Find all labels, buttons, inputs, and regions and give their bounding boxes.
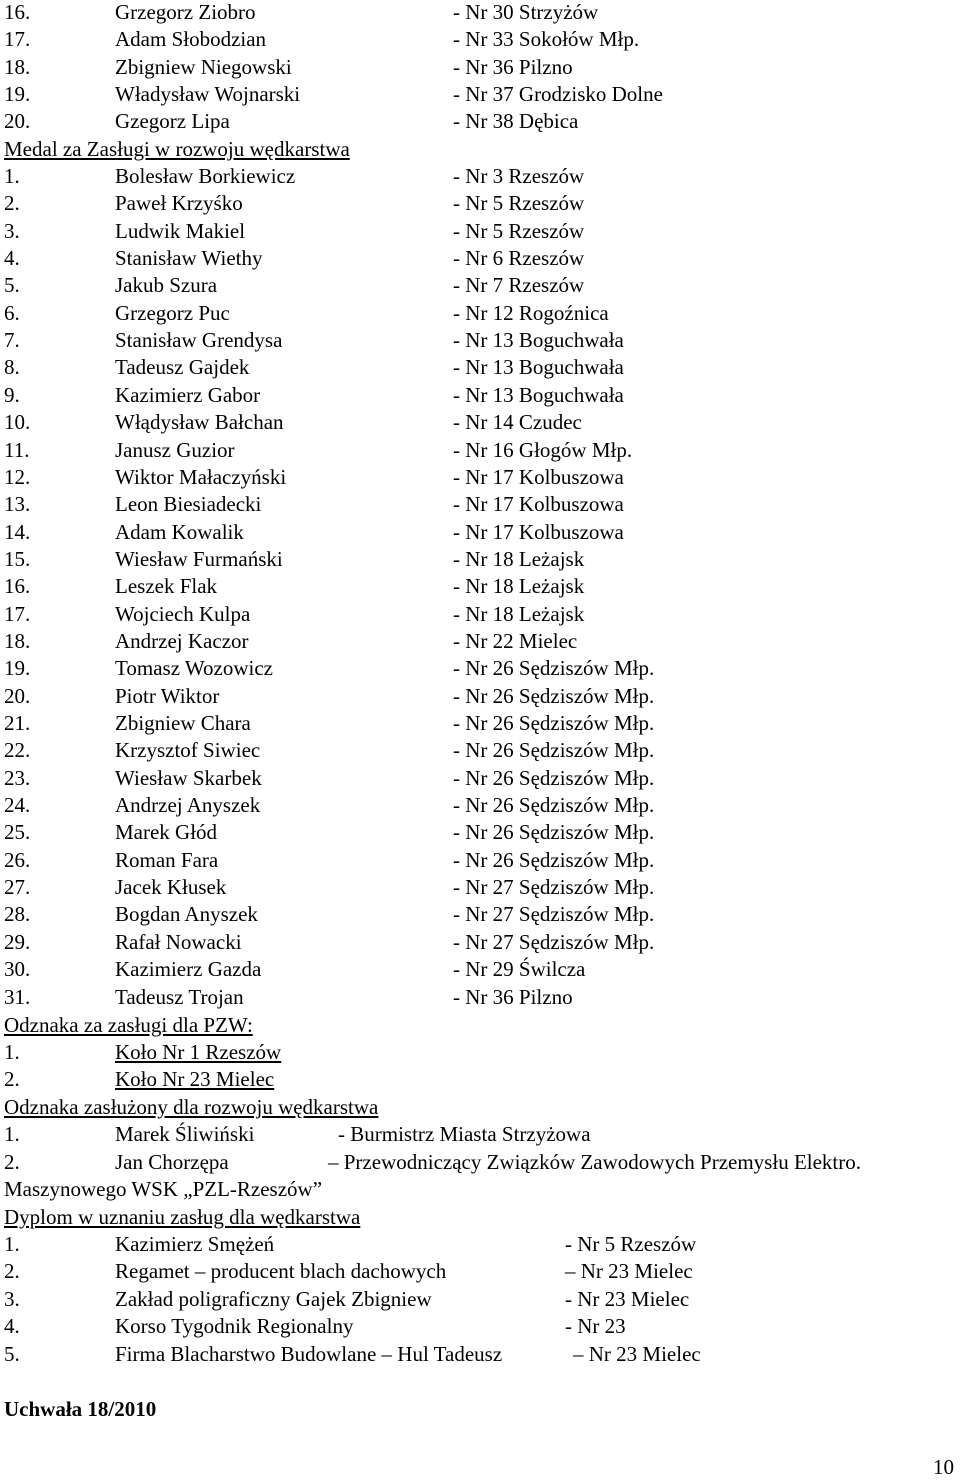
- item-name: Andrzej Anyszek: [115, 793, 261, 818]
- item-description: - Burmistrz Miasta Strzyżowa: [338, 1122, 591, 1146]
- item-number: 6.: [4, 300, 20, 325]
- item-club: - Nr 29 Świlcza: [453, 957, 586, 982]
- resolution-title: Uchwała 18/2010: [4, 1397, 157, 1421]
- item-name: Włądysław Bałchan: [115, 410, 284, 435]
- item-number: 8.: [4, 355, 20, 380]
- item-number: 11.: [4, 437, 30, 462]
- item-club: - Nr 30 Strzyżów: [453, 0, 599, 24]
- item-name: Tomasz Wozowicz: [115, 656, 273, 681]
- section-heading-odznaka-zasluzony: Odznaka zasłużony dla rozwoju wędkarstwa: [4, 1095, 379, 1119]
- item-club: - Nr 5 Rzeszów: [565, 1232, 697, 1256]
- item-club: - Nr 17 Kolbuszowa: [453, 519, 624, 544]
- item-club: - Nr 26 Sędziszów Młp.: [453, 656, 655, 681]
- item-number: 26.: [4, 847, 31, 872]
- item-number: 21.: [4, 711, 31, 735]
- item-number: 1.: [4, 1232, 20, 1256]
- item-name: Leszek Flak: [115, 574, 218, 599]
- item-club: - Nr 17 Kolbuszowa: [453, 492, 624, 517]
- item-club: - Nr 18 Leżajsk: [453, 601, 585, 626]
- item-name: Adam Słobodzian: [115, 27, 267, 52]
- item-number: 3.: [4, 1287, 20, 1311]
- item-number: 7.: [4, 328, 20, 353]
- item-name: Stanisław Wiethy: [115, 246, 263, 271]
- item-number: 4.: [4, 246, 20, 271]
- item-club: - Nr 7 Rzeszów: [453, 273, 585, 298]
- item-name: Kazimierz Gazda: [115, 957, 262, 982]
- item-club: - Nr 22 Mielec: [453, 628, 578, 653]
- item-number: 5.: [4, 1342, 20, 1366]
- item-number: 1.: [4, 164, 20, 188]
- item-club: - Nr 26 Sędziszów Młp.: [453, 765, 655, 790]
- item-number: 14.: [4, 519, 31, 544]
- item-number: 17.: [4, 27, 31, 52]
- item-name: Koło Nr 1 Rzeszów: [115, 1040, 282, 1064]
- item-club: - Nr 17 Kolbuszowa: [453, 464, 624, 489]
- item-name: Wojciech Kulpa: [115, 601, 251, 626]
- item-club: - Nr 26 Sędziszów Młp.: [453, 683, 655, 708]
- item-number: 18.: [4, 54, 31, 79]
- item-number: 20.: [4, 109, 31, 134]
- item-number: 1.: [4, 1040, 20, 1064]
- item-name: Kazimierz Gabor: [115, 382, 261, 407]
- item-number: 1.: [4, 1122, 20, 1146]
- item-club: - Nr 3 Rzeszów: [453, 164, 585, 188]
- section-heading-medal: Medal za Zasługi w rozwoju wędkarstwa: [4, 137, 350, 161]
- item-club: - Nr 36 Pilzno: [453, 54, 573, 79]
- item-name: Piotr Wiktor: [115, 683, 220, 708]
- item-name: Zbigniew Niegowski: [115, 54, 292, 79]
- item-name: Adam Kowalik: [115, 519, 244, 544]
- item-name: Jakub Szura: [115, 273, 218, 298]
- item-club: - Nr 16 Głogów Młp.: [453, 437, 633, 462]
- item-club: - Nr 27 Sędziszów Młp.: [453, 875, 655, 900]
- item-name: Rafał Nowacki: [115, 929, 242, 954]
- item-name: Wiktor Małaczyński: [115, 464, 287, 489]
- item-name: Władysław Wojnarski: [115, 81, 301, 106]
- item-name: Stanisław Grendysa: [115, 328, 283, 353]
- item-number: 25.: [4, 820, 31, 845]
- item-name: Tadeusz Trojan: [115, 984, 244, 1009]
- item-description: – Przewodniczący Związków Zawodowych Przemysłu Elektro.: [328, 1150, 861, 1174]
- item-name: Janusz Guzior: [115, 437, 235, 462]
- item-number: 23.: [4, 765, 31, 790]
- item-number: 30.: [4, 957, 31, 982]
- section-heading-odznaka-pzw: Odznaka za zasługi dla PZW:: [4, 1013, 253, 1037]
- item-number: 29.: [4, 929, 31, 954]
- item-number: 19.: [4, 656, 31, 681]
- item-club: - Nr 37 Grodzisko Dolne: [453, 81, 663, 106]
- item-number: 19.: [4, 81, 31, 106]
- item-club: – Nr 23 Mielec: [565, 1259, 693, 1283]
- item-name: Regamet – producent blach dachowych: [115, 1259, 447, 1283]
- item-name: Krzysztof Siwiec: [115, 738, 261, 763]
- item-number: 4.: [4, 1314, 20, 1338]
- item-name: Jacek Kłusek: [115, 875, 227, 900]
- item-number: 2.: [4, 191, 20, 216]
- item-club: - Nr 26 Sędziszów Młp.: [453, 711, 655, 735]
- item-club: – Nr 23 Mielec: [573, 1342, 701, 1366]
- item-name: Firma Blacharstwo Budowlane – Hul Tadeusz: [115, 1342, 503, 1366]
- item-club: - Nr 38 Dębica: [453, 109, 579, 134]
- item-name: Korso Tygodnik Regionalny: [115, 1314, 354, 1338]
- item-name: Jan Chorzępa: [115, 1150, 229, 1174]
- section-heading-dyplom: Dyplom w uznaniu zasług dla wędkarstwa: [4, 1205, 361, 1229]
- item-number: 16.: [4, 0, 31, 24]
- item-name: Grzegorz Ziobro: [115, 0, 256, 24]
- item-club: - Nr 27 Sędziszów Młp.: [453, 902, 655, 927]
- item-number: 18.: [4, 628, 31, 653]
- item-number: 2.: [4, 1150, 20, 1174]
- item-club: - Nr 13 Boguchwała: [453, 355, 624, 380]
- item-club: - Nr 26 Sędziszów Młp.: [453, 847, 655, 872]
- item-number: 3.: [4, 218, 20, 243]
- item-club: - Nr 12 Rogoźnica: [453, 300, 609, 325]
- item-club: - Nr 26 Sędziszów Młp.: [453, 820, 655, 845]
- item-name: Ludwik Makiel: [115, 218, 246, 243]
- item-number: 2.: [4, 1067, 20, 1092]
- item-name: Paweł Krzyśko: [115, 191, 243, 216]
- item-name: Grzegorz Puc: [115, 300, 230, 325]
- item-club: - Nr 27 Sędziszów Młp.: [453, 929, 655, 954]
- item-name: Leon Biesiadecki: [115, 492, 262, 517]
- item-number: 16.: [4, 574, 31, 599]
- item-number: 5.: [4, 273, 20, 298]
- item-name: Kazimierz Smężeń: [115, 1232, 275, 1256]
- item-club: - Nr 13 Boguchwała: [453, 328, 624, 353]
- item-club: - Nr 26 Sędziszów Młp.: [453, 738, 655, 763]
- item-club: - Nr 26 Sędziszów Młp.: [453, 793, 655, 818]
- item-number: 17.: [4, 601, 31, 626]
- item-club: - Nr 5 Rzeszów: [453, 191, 585, 216]
- item-name: Wiesław Furmański: [115, 546, 283, 571]
- item-number: 22.: [4, 738, 31, 763]
- item-number: 24.: [4, 793, 31, 818]
- item-name: Andrzej Kaczor: [115, 628, 249, 653]
- item-name: Bolesław Borkiewicz: [115, 164, 296, 188]
- item-name: Bogdan Anyszek: [115, 902, 258, 927]
- item-number: 9.: [4, 382, 20, 407]
- item-description-continued: Maszynowego WSK „PZL-Rzeszów”: [4, 1177, 323, 1201]
- item-name: Roman Fara: [115, 847, 219, 872]
- item-number: 2.: [4, 1259, 20, 1283]
- item-club: - Nr 13 Boguchwała: [453, 382, 624, 407]
- item-name: Wiesław Skarbek: [115, 765, 262, 790]
- item-number: 13.: [4, 492, 31, 517]
- item-number: 15.: [4, 546, 31, 571]
- item-club: - Nr 23: [565, 1314, 626, 1338]
- item-number: 10.: [4, 410, 31, 435]
- item-club: - Nr 18 Leżajsk: [453, 546, 585, 571]
- item-club: - Nr 33 Sokołów Młp.: [453, 27, 640, 52]
- item-club: - Nr 18 Leżajsk: [453, 574, 585, 599]
- item-club: - Nr 23 Mielec: [565, 1287, 690, 1311]
- item-number: 20.: [4, 683, 31, 708]
- item-name: Gzegorz Lipa: [115, 109, 230, 134]
- item-club: - Nr 36 Pilzno: [453, 984, 573, 1009]
- item-number: 27.: [4, 875, 31, 900]
- item-name: Koło Nr 23 Mielec: [115, 1067, 275, 1092]
- item-name: Zakład poligraficzny Gajek Zbigniew: [115, 1287, 432, 1311]
- item-name: Tadeusz Gajdek: [115, 355, 250, 380]
- page-number: 10: [933, 1455, 954, 1479]
- item-club: - Nr 5 Rzeszów: [453, 218, 585, 243]
- item-name: Zbigniew Chara: [115, 711, 251, 735]
- item-club: - Nr 14 Czudec: [453, 410, 582, 435]
- item-number: 31.: [4, 984, 31, 1009]
- item-number: 28.: [4, 902, 31, 927]
- item-club: - Nr 6 Rzeszów: [453, 246, 585, 271]
- item-name: Marek Głód: [115, 820, 218, 845]
- item-name: Marek Śliwiński: [115, 1122, 255, 1146]
- item-number: 12.: [4, 464, 31, 489]
